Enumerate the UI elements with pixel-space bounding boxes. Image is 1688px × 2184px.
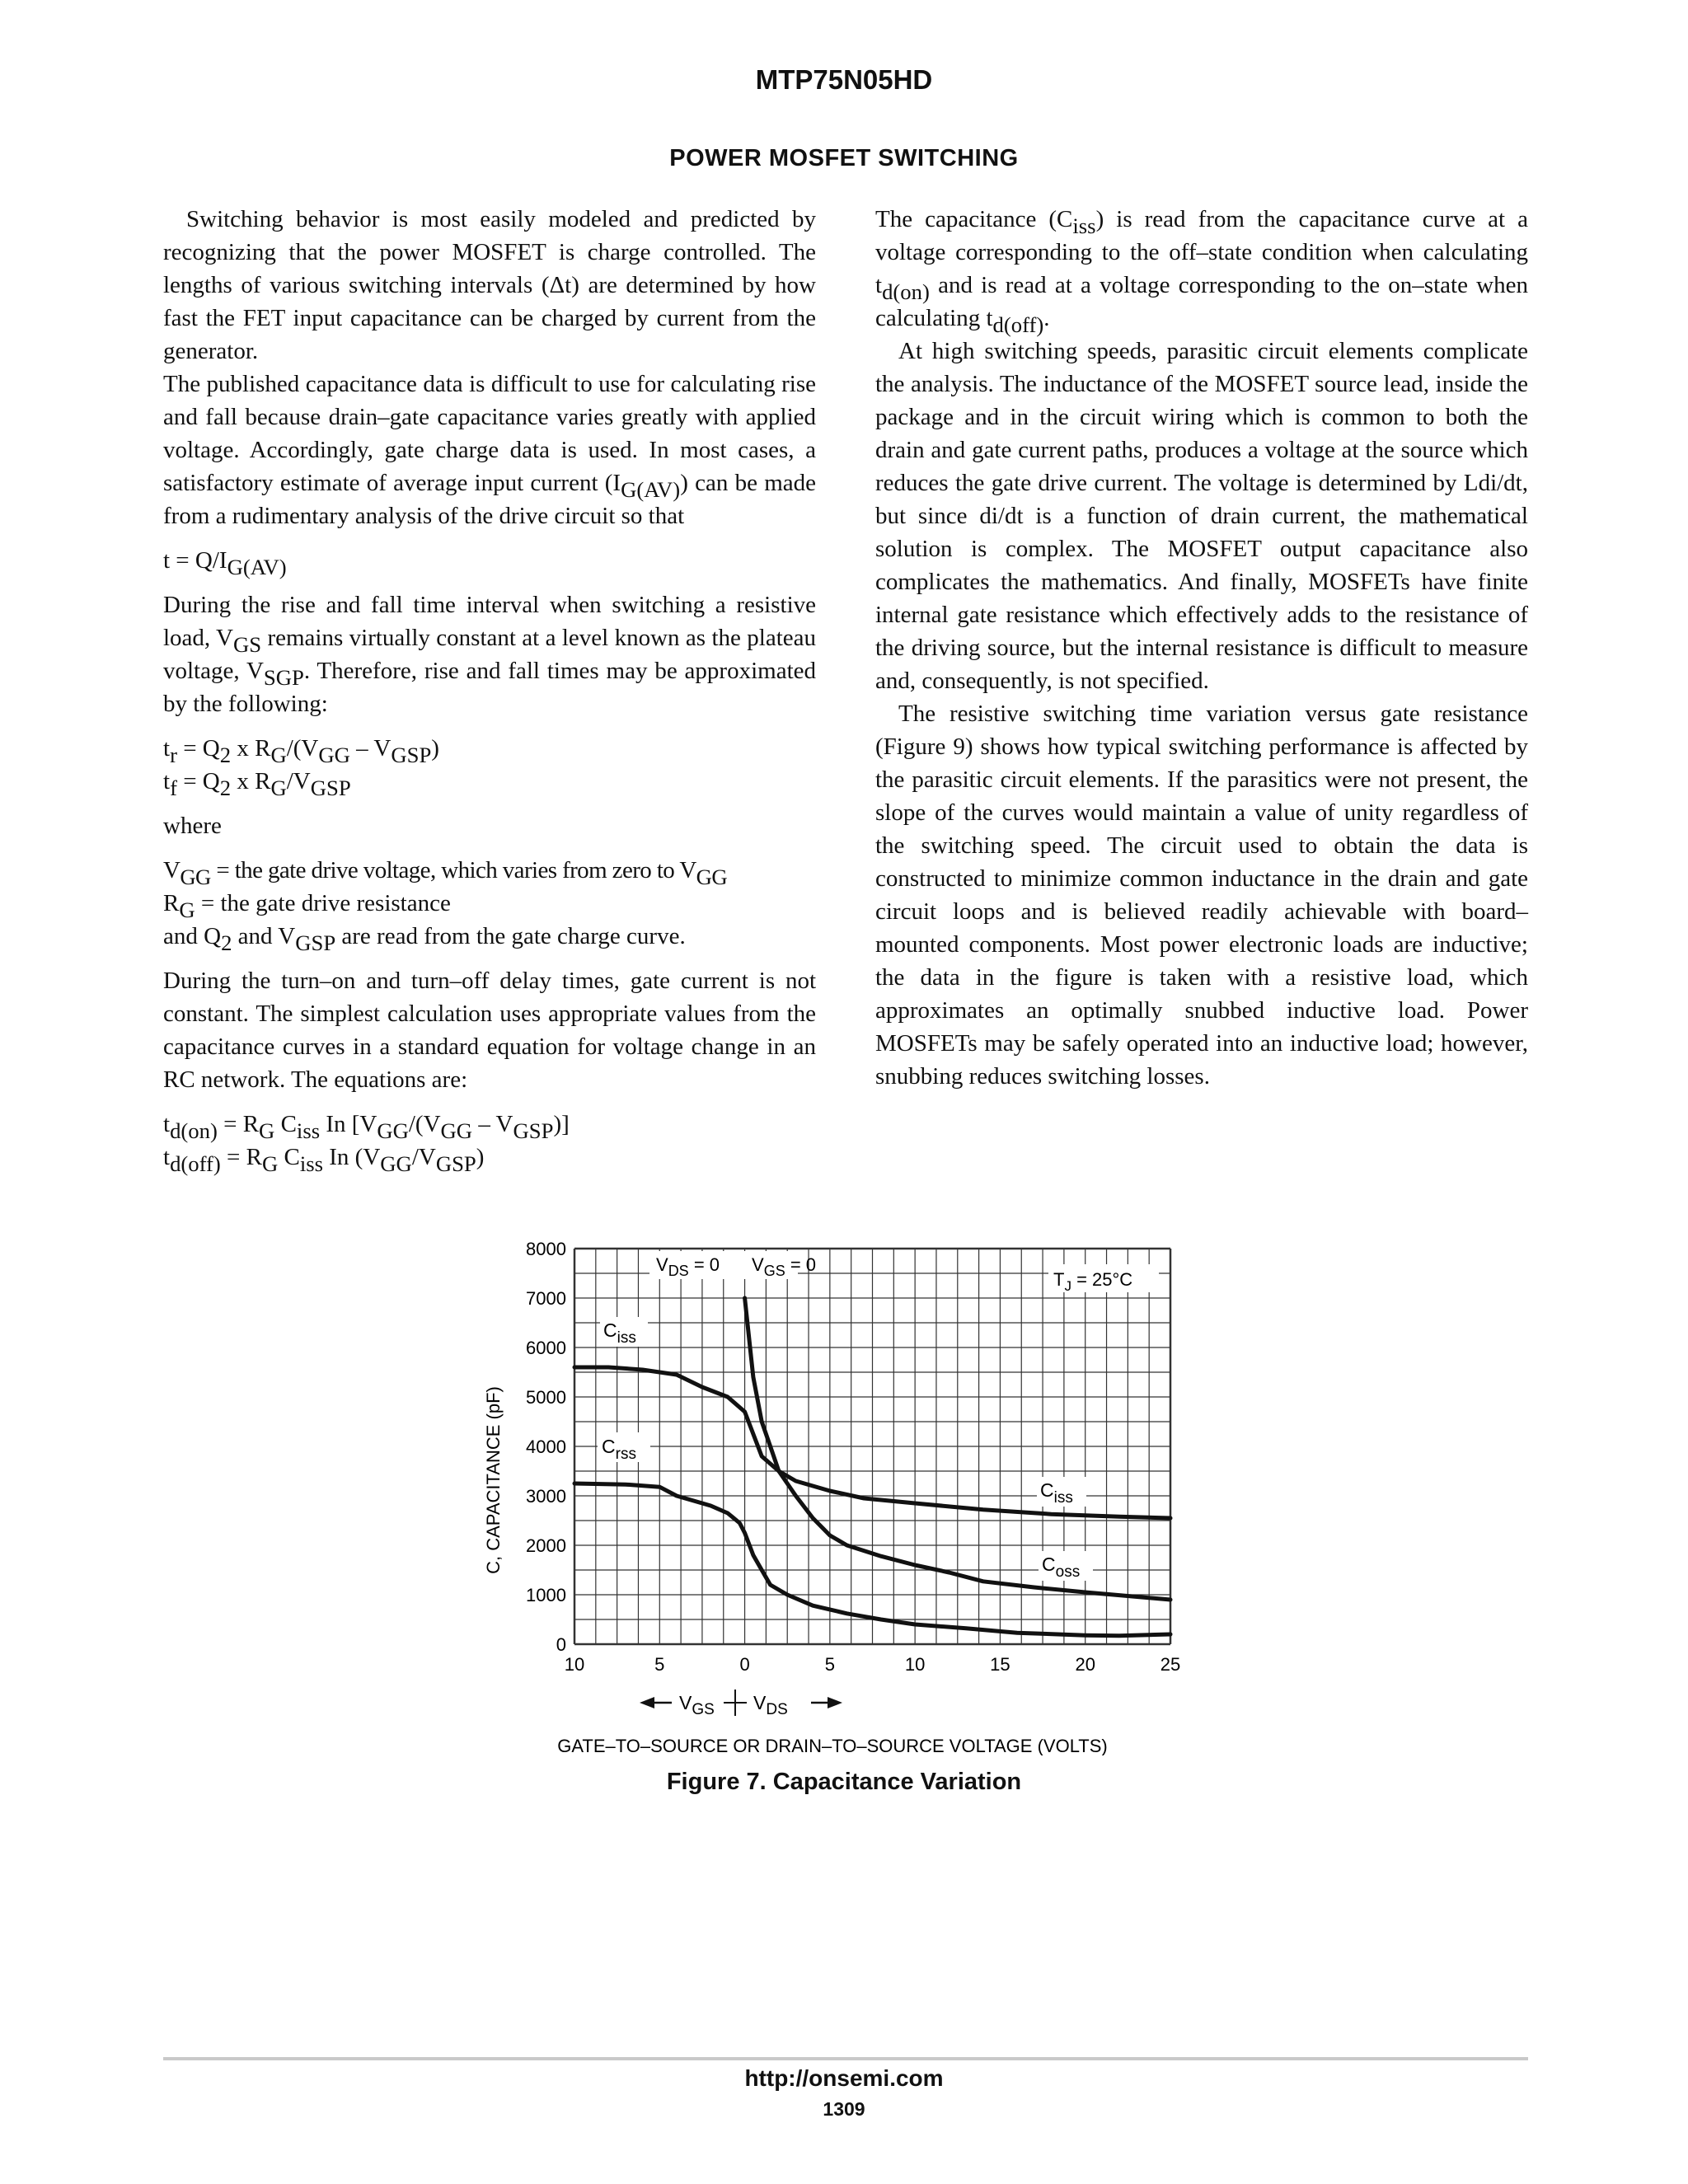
- document-title: MTP75N05HD: [755, 64, 933, 95]
- y-axis-label: C, CAPACITANCE (pF): [483, 1386, 504, 1574]
- svg-text:VDS: $V_{DS}$: [753, 1692, 788, 1718]
- y-tick-label: 4000: [526, 1436, 566, 1457]
- equation-t: $t = Q/I_{G(AV)}$: [163, 547, 287, 579]
- x-direction-indicator: [640, 1690, 842, 1718]
- definition-vgg: $V_{GG}$ = the gate drive voltage, which varies from zero to $V_{GG}$: [163, 857, 727, 889]
- x-tick-label: 0: [739, 1654, 750, 1675]
- chart-y-ticks: [526, 1239, 566, 1655]
- paragraph-delay-times: During the turn–on and turn–off delay times, gate current is not constant. The simplest calculation uses appropriate values from the capacitance curves in a standard equation for voltage change in an RC network. The equations are:: [163, 968, 816, 1093]
- svg-text:VGS: $V_{GS}$: [679, 1692, 715, 1718]
- page-number: 1309: [823, 2098, 865, 2120]
- equation-tdoff: $t_{d(off)} = R_G$ $C_{iss}$ In $(V_{GG}/V_{GSP})$: [163, 1144, 485, 1176]
- x-tick-label: 20: [1075, 1654, 1095, 1675]
- y-tick-label: 3000: [526, 1486, 566, 1507]
- definition-rg: $R_G$ = the gate drive resistance: [163, 890, 451, 922]
- definition-q2: and $Q_2$ and $V_{GSP}$ are read from the gate charge curve.: [163, 923, 686, 955]
- x-tick-label: 10: [904, 1654, 926, 1675]
- chart-x-ticks: [565, 1654, 1180, 1675]
- x-tick-label: 5: [654, 1654, 665, 1675]
- paragraph-ciss-reading: The capacitance $(C_{iss})$ is read from the capacitance curve at a voltage corresponding to the off–state condition when calculating $t_{d(on)}$ and is read at a voltage corresponding to the on–state when calculating $t_{d(off)}$.: [875, 206, 1528, 337]
- x-tick-label: 15: [990, 1654, 1010, 1675]
- where-label: where: [163, 813, 222, 839]
- x-tick-label: 5: [824, 1654, 835, 1675]
- annotation-vds0: $V_{DS} = 0$: [656, 1254, 720, 1279]
- x-axis-label: GATE–TO–SOURCE OR DRAIN–TO–SOURCE VOLTAGE (VOLTS): [557, 1736, 1108, 1755]
- equation-tf: $t_f = Q_2$ x $R_G/V_{GSP}$: [163, 768, 351, 800]
- capacitance-chart: [462, 1228, 1203, 1755]
- annotation-vgs0: $V_{GS} = 0$: [752, 1254, 817, 1279]
- y-tick-label: 7000: [526, 1288, 566, 1309]
- footer-url: http://onsemi.com: [744, 2065, 944, 2091]
- y-tick-label: 5000: [526, 1387, 566, 1408]
- arrow-right-icon: [828, 1697, 842, 1708]
- annotation-tj: $T_J = 25^\circ C$: [1053, 1269, 1133, 1294]
- label-ciss-left: $C_{iss}$: [603, 1319, 636, 1347]
- paragraph-switching-behavior: Switching behavior is most easily modeled and predicted by recognizing that the power MOSFET is charge controlled. The lengths of various switching intervals (Δt) are determined by how fast the FET input capacitance can be charged by current from the generator.: [163, 206, 816, 364]
- equation-tr: $t_r = Q_2$ x $R_G/(V_{GG} - V_{GSP})$: [163, 735, 439, 767]
- label-crss-left: $C_{rss}$: [602, 1436, 636, 1463]
- label-ciss-right: $C_{iss}$: [1040, 1479, 1073, 1507]
- equation-tdon: $t_{d(on)} = R_G$ $C_{iss}$ In $[V_{GG}/(V_{GG} - V_{GSP})]$: [163, 1111, 570, 1143]
- label-coss-right: $C_{oss}$: [1042, 1554, 1081, 1581]
- x-tick-label: 10: [564, 1654, 585, 1675]
- section-heading: POWER MOSFET SWITCHING: [669, 145, 1019, 171]
- y-tick-label: 0: [556, 1634, 566, 1655]
- x-tick-label: 25: [1160, 1654, 1181, 1675]
- paragraph-parasitics: At high switching speeds, parasitic circuit elements complicate the analysis. The inductance of the MOSFET source lead, inside the package and in the circuit wiring which is common to both the drain and gate current paths, produces a voltage at the source which reduces the gate drive current. The voltage is determined by Ldi/dt, but since di/dt is a function of drain current, the mathematical solution is complex. The MOSFET output capacitance also complicates the mathematics. And finally, MOSFETs have finite internal gate resistance which effectively adds to the resistance of the driving source, but the internal resistance is difficult to measure and, consequently, is not specified.: [875, 338, 1528, 694]
- y-tick-label: 2000: [526, 1535, 566, 1556]
- figure-caption: Figure 7. Capacitance Variation: [666, 1769, 1022, 1795]
- y-tick-label: 6000: [526, 1338, 566, 1358]
- chart-grid: [574, 1249, 1170, 1644]
- right-column: [875, 203, 1528, 1093]
- footer-divider: [163, 2057, 1528, 2060]
- arrow-left-icon: [640, 1697, 654, 1708]
- left-column: [163, 203, 816, 1174]
- paragraph-resistive-switching: The resistive switching time variation versus gate resistance (Figure 9) shows how typical switching performance is affected by the parasitic circuit elements. If the parasitics were not present, the slope of the curves would maintain a value of unity regardless of the switching speed. The circuit used to obtain the data is constructed to minimize common inductance in the drain and gate circuit loops and is believed readily achievable with board–mounted components. Most power electronic loads are inductive; the data in the figure is taken with a resistive load, which approximates an optimally snubbed inductive load. Power MOSFETs may be safely operated into an inductive load; however, snubbing reduces switching losses.: [875, 701, 1528, 1090]
- y-tick-label: 1000: [526, 1585, 566, 1605]
- paragraph-capacitance-data: The published capacitance data is difficult to use for calculating rise and fall because drain–gate capacitance varies greatly with applied voltage. Accordingly, gate charge data is used. In most cases, a satisfactory estimate of average input current $(I_{G(AV)})$ can be made from a rudimentary analysis of the drive circuit so that: [163, 371, 816, 529]
- y-tick-label: 8000: [526, 1239, 566, 1259]
- paragraph-rise-fall: During the rise and fall time interval when switching a resistive load, $V_{GS}$ remains virtually constant at a level known as the plateau voltage, $V_{SGP}$. Therefore, rise and fall times may be approximated by the following:: [163, 592, 816, 717]
